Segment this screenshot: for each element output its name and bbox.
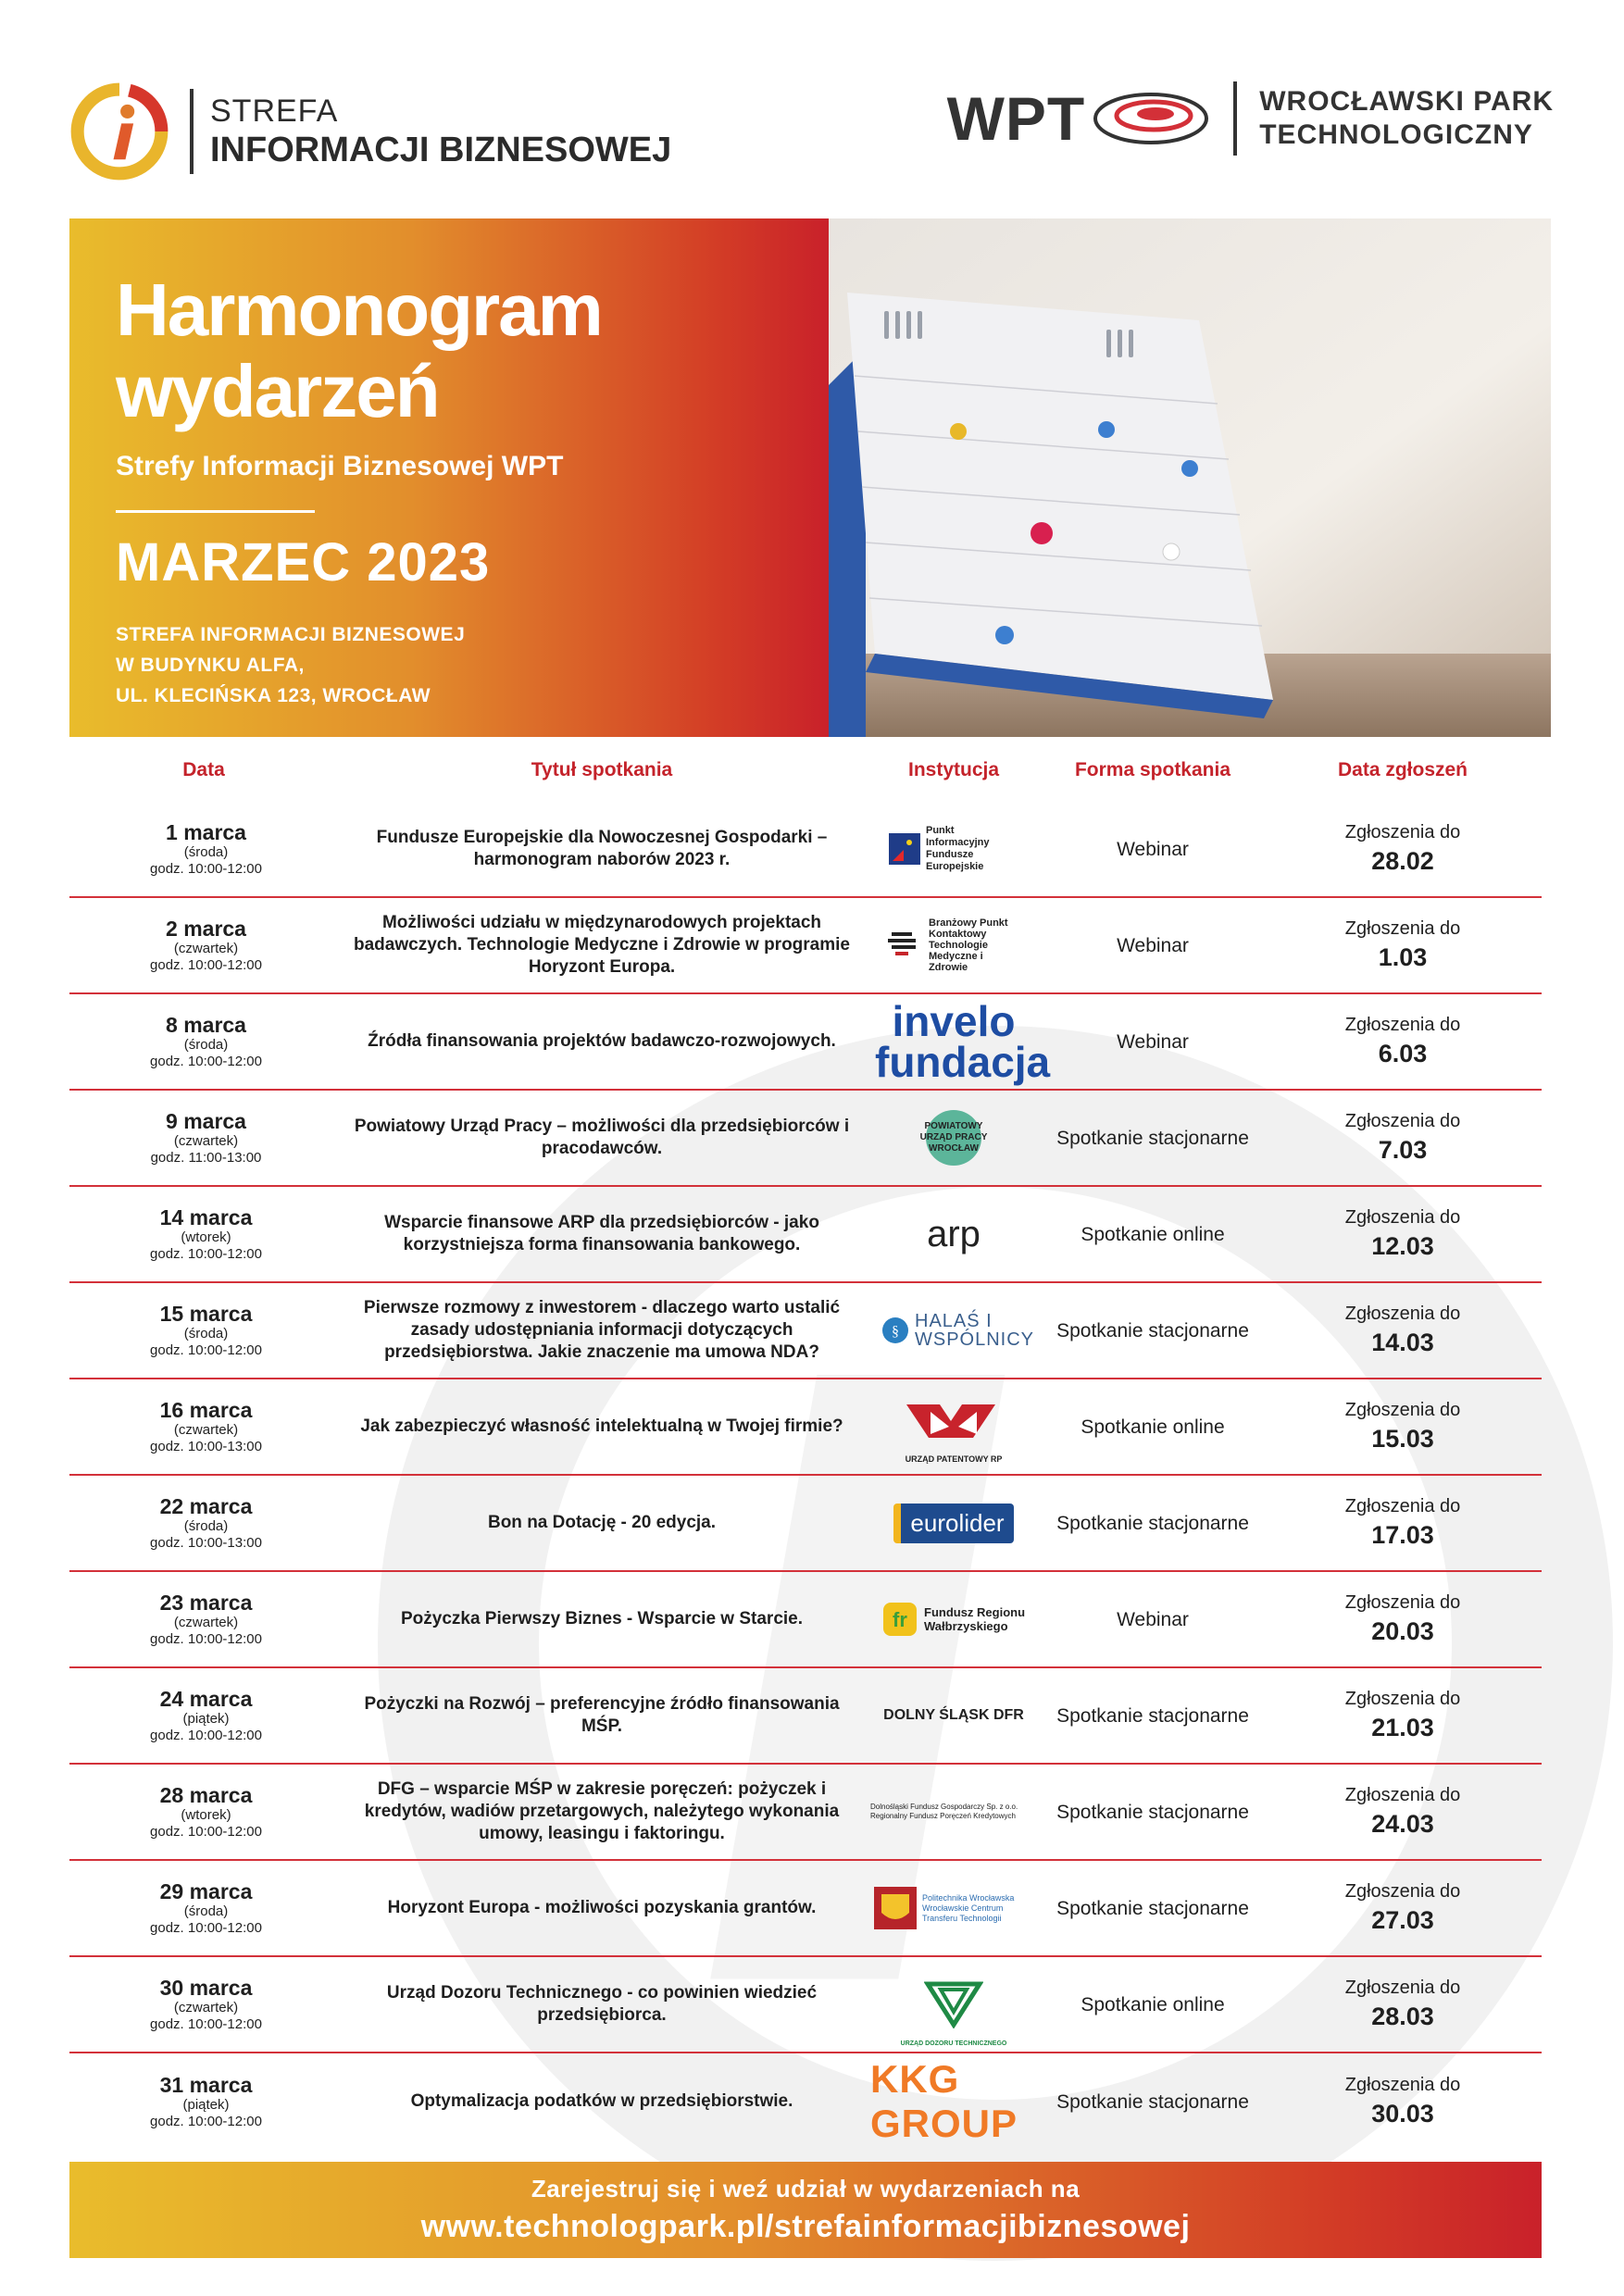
institution-logo bbox=[870, 1197, 1037, 1271]
event-form: Webinar bbox=[1117, 934, 1189, 956]
hero-divider bbox=[116, 510, 315, 513]
institution-logo bbox=[870, 1582, 1037, 1656]
event-date-cell bbox=[69, 820, 338, 878]
deadline-cell bbox=[1264, 2073, 1542, 2130]
table-row bbox=[69, 1765, 1542, 1861]
event-weekday: (piątek) bbox=[182, 1711, 230, 1727]
footer-banner bbox=[69, 2162, 1542, 2258]
institution-cell bbox=[866, 1476, 1042, 1570]
institution-cell bbox=[866, 898, 1042, 992]
event-time: godz. 10:00-12:00 bbox=[150, 1342, 262, 1358]
institution-cell bbox=[866, 1957, 1042, 2052]
event-date-cell bbox=[69, 1494, 338, 1552]
event-time: godz. 10:00-13:00 bbox=[150, 1439, 262, 1454]
institution-name: Politechnika Wrocławska Wrocławskie Centrum Transferu Technologii bbox=[922, 1892, 1015, 1923]
institution-logo bbox=[870, 1678, 1037, 1753]
deadline-date: 30.03 bbox=[1371, 2100, 1434, 2128]
wpt-logo-block bbox=[947, 81, 1554, 156]
header-form: Forma spotkania bbox=[1074, 759, 1231, 780]
event-date-cell bbox=[69, 917, 338, 974]
institution-logo bbox=[870, 1390, 1037, 1464]
event-title: Horyzont Europa - możliwości pozyskania grantów. bbox=[387, 1898, 817, 1917]
sib-title-line1: STREFA bbox=[210, 94, 339, 129]
event-time: godz. 10:00-12:00 bbox=[150, 2016, 262, 2032]
footer-cta: Zarejestruj się i weź udział w wydarzeniach na bbox=[531, 2175, 1081, 2202]
event-date-cell bbox=[69, 1976, 338, 2033]
event-time: godz. 10:00-12:00 bbox=[150, 861, 262, 877]
hero-address bbox=[116, 619, 829, 711]
event-date-cell bbox=[69, 1205, 338, 1263]
deadline-date: 24.03 bbox=[1371, 1810, 1434, 1838]
institution-name: Branżowy Punkt Kontaktowy Technologie Medyczne i Zdrowie bbox=[929, 917, 1008, 973]
event-time: godz. 10:00-12:00 bbox=[150, 1824, 262, 1840]
institution-name: POWIATOWY URZĄD PRACY WROCŁAW bbox=[919, 1121, 988, 1154]
event-date: 16 marca bbox=[159, 1398, 253, 1422]
deadline-cell bbox=[1264, 1976, 1542, 2033]
event-weekday: (środa) bbox=[183, 1037, 229, 1053]
deadline-cell bbox=[1264, 1205, 1542, 1263]
deadline-date: 15.03 bbox=[1371, 1425, 1434, 1453]
event-time: godz. 10:00-12:00 bbox=[150, 1728, 262, 1743]
event-time: godz. 10:00-12:00 bbox=[150, 2114, 262, 2129]
hero-month: MARZEC 2023 bbox=[116, 532, 491, 593]
event-form: Spotkanie stacjonarne bbox=[1056, 1319, 1249, 1341]
institution-cell bbox=[866, 1283, 1042, 1378]
institution-logo bbox=[870, 908, 1037, 982]
deadline-label: Zgłoszenia do bbox=[1344, 918, 1461, 939]
institution-cell bbox=[866, 1187, 1042, 1281]
table-row bbox=[69, 2053, 1542, 2150]
event-weekday: (czwartek) bbox=[173, 1133, 239, 1149]
deadline-label: Zgłoszenia do bbox=[1344, 822, 1461, 842]
address-line: UL. KLECIŃSKA 123, WROCŁAW bbox=[116, 685, 431, 706]
institution-cell bbox=[866, 1091, 1042, 1185]
deadline-cell bbox=[1264, 1013, 1542, 1070]
event-time: godz. 10:00-12:00 bbox=[150, 1920, 262, 1936]
institution-name: URZĄD PATENTOWY RP bbox=[905, 1454, 1003, 1464]
event-date: 2 marca bbox=[166, 917, 246, 941]
deadline-date: 28.03 bbox=[1371, 2003, 1434, 2030]
wpt-brand: WPT bbox=[946, 84, 1086, 153]
sib-title-line2: INFORMACJI BIZNESOWEJ bbox=[210, 131, 672, 169]
deadline-date: 14.03 bbox=[1371, 1329, 1434, 1356]
event-title: Bon na Dotację - 20 edycja. bbox=[487, 1513, 717, 1532]
header-institution: Instytucja bbox=[907, 759, 1000, 780]
deadline-label: Zgłoszenia do bbox=[1344, 1304, 1461, 1324]
table-row bbox=[69, 1379, 1542, 1476]
deadline-date: 1.03 bbox=[1378, 943, 1428, 971]
deadline-label: Zgłoszenia do bbox=[1344, 1111, 1461, 1131]
deadline-label: Zgłoszenia do bbox=[1344, 1400, 1461, 1420]
institution-name: Punkt Informacyjny Fundusze Europejskie bbox=[926, 825, 990, 872]
institution-name: arp bbox=[927, 1213, 981, 1254]
address-line: W BUDYNKU ALFA, bbox=[116, 655, 305, 676]
event-date: 31 marca bbox=[159, 2073, 253, 2097]
deadline-cell bbox=[1264, 1494, 1542, 1552]
event-date-cell bbox=[69, 1398, 338, 1455]
event-date-cell bbox=[69, 1591, 338, 1648]
event-title: Źródła finansowania projektów badawczo-rozwojowych. bbox=[368, 1031, 836, 1051]
deadline-label: Zgłoszenia do bbox=[1344, 1207, 1461, 1228]
calendar-photo bbox=[829, 218, 1551, 737]
event-date: 15 marca bbox=[159, 1302, 253, 1326]
deadline-label: Zgłoszenia do bbox=[1344, 1496, 1461, 1516]
deadline-date: 21.03 bbox=[1371, 1714, 1434, 1741]
event-date: 8 marca bbox=[166, 1013, 246, 1037]
event-title: Fundusze Europejskie dla Nowoczesnej Gospodarki – harmonogram naborów 2023 r. bbox=[376, 828, 828, 869]
table-row bbox=[69, 802, 1542, 898]
event-date: 22 marca bbox=[159, 1494, 253, 1518]
institution-cell bbox=[866, 1861, 1042, 1955]
deadline-date: 6.03 bbox=[1378, 1040, 1428, 1067]
table-row bbox=[69, 1187, 1542, 1283]
deadline-date: 20.03 bbox=[1371, 1617, 1434, 1645]
event-time: godz. 10:00-12:00 bbox=[150, 1246, 262, 1262]
event-date: 30 marca bbox=[159, 1976, 253, 2000]
table-row bbox=[69, 1861, 1542, 1957]
institution-logo bbox=[870, 1293, 1037, 1367]
address-line: STREFA INFORMACJI BIZNESOWEJ bbox=[116, 624, 466, 645]
event-weekday: (czwartek) bbox=[173, 2000, 239, 2015]
event-title: Pożyczka Pierwszy Biznes - Wsparcie w Starcie. bbox=[400, 1609, 804, 1628]
institution-logo bbox=[870, 997, 1051, 1086]
event-weekday: (czwartek) bbox=[173, 1422, 239, 1438]
institution-cell bbox=[866, 1572, 1042, 1666]
table-row bbox=[69, 1283, 1542, 1379]
institution-logo bbox=[870, 1871, 1037, 1945]
deadline-cell bbox=[1264, 820, 1542, 878]
event-date-cell bbox=[69, 1783, 338, 1841]
institution-logo bbox=[870, 2057, 1037, 2145]
deadline-label: Zgłoszenia do bbox=[1344, 1785, 1461, 1805]
event-date: 29 marca bbox=[159, 1879, 253, 1903]
deadline-label: Zgłoszenia do bbox=[1344, 1015, 1461, 1035]
event-title: Powiatowy Urząd Pracy – możliwości dla przedsiębiorców i pracodawców. bbox=[354, 1117, 850, 1158]
sib-logo-block bbox=[69, 81, 671, 181]
institution-name: invelo fundacja bbox=[875, 997, 1051, 1086]
table-row bbox=[69, 1091, 1542, 1187]
event-time: godz. 10:00-13:00 bbox=[150, 1535, 262, 1551]
deadline-cell bbox=[1264, 1302, 1542, 1359]
table-row bbox=[69, 1476, 1542, 1572]
event-form: Webinar bbox=[1117, 1030, 1189, 1053]
event-date-cell bbox=[69, 1109, 338, 1167]
deadline-label: Zgłoszenia do bbox=[1344, 1689, 1461, 1709]
event-date-cell bbox=[69, 1879, 338, 1937]
deadline-cell bbox=[1264, 1109, 1542, 1167]
event-time: godz. 10:00-12:00 bbox=[150, 1631, 262, 1647]
svg-text:§: § bbox=[892, 1324, 899, 1340]
event-weekday: (środa) bbox=[183, 1518, 229, 1534]
institution-cell bbox=[866, 2053, 1042, 2150]
event-date: 9 marca bbox=[166, 1109, 246, 1133]
wpt-name-line1: WROCŁAWSKI PARK bbox=[1259, 86, 1554, 117]
table-row bbox=[69, 898, 1542, 994]
svg-text:fr: fr bbox=[893, 1608, 907, 1631]
institution-name: Dolnośląski Fundusz Gospodarczy Sp. z o.o. Regionalny Fundusz Poręczeń Kredytowych bbox=[870, 1803, 1018, 1820]
table-row bbox=[69, 1668, 1542, 1765]
institution-logo bbox=[870, 1967, 1037, 2047]
event-date: 28 marca bbox=[159, 1783, 253, 1807]
hero-subtitle: Strefy Informacji Biznesowej WPT bbox=[116, 451, 564, 481]
institution-cell bbox=[866, 1668, 1042, 1763]
event-weekday: (wtorek) bbox=[181, 1807, 231, 1823]
institution-logo bbox=[870, 812, 1037, 886]
event-date-cell bbox=[69, 2073, 338, 2130]
event-title: Pożyczki na Rozwój – preferencyjne źródło finansowania MŚP. bbox=[364, 1694, 840, 1736]
footer-url[interactable]: www.technologpark.pl/strefainformacjibiznesowej bbox=[420, 2209, 1191, 2244]
deadline-label: Zgłoszenia do bbox=[1344, 2075, 1461, 2095]
event-form: Spotkanie stacjonarne bbox=[1056, 1801, 1249, 1823]
event-form: Webinar bbox=[1117, 1608, 1189, 1630]
table-header bbox=[69, 759, 1542, 791]
table-row bbox=[69, 994, 1542, 1091]
event-time: godz. 10:00-12:00 bbox=[150, 1054, 262, 1069]
event-form: Spotkanie stacjonarne bbox=[1056, 1704, 1249, 1727]
institution-logo bbox=[870, 1486, 1037, 1560]
event-date: 23 marca bbox=[159, 1591, 253, 1615]
hero-banner bbox=[69, 218, 1551, 737]
deadline-cell bbox=[1264, 1879, 1542, 1937]
wpt-swirl-icon bbox=[1091, 86, 1211, 151]
deadline-date: 28.02 bbox=[1371, 847, 1434, 875]
institution-logo bbox=[870, 1101, 1037, 1175]
event-title: Pierwsze rozmowy z inwestorem - dlaczego warto ustalić zasady udostępniania informacji dotyczących przedsiębiorstwa. Jakie znaczenie ma umowa NDA? bbox=[363, 1298, 841, 1362]
event-form: Spotkanie stacjonarne bbox=[1056, 1512, 1249, 1534]
event-weekday: (środa) bbox=[183, 1903, 229, 1919]
event-title: Urząd Dozoru Technicznego - co powinien wiedzieć przedsiębiorca. bbox=[386, 1983, 818, 2025]
deadline-cell bbox=[1264, 1687, 1542, 1744]
deadline-date: 12.03 bbox=[1371, 1232, 1434, 1260]
event-weekday: (czwartek) bbox=[173, 1615, 239, 1630]
hero-text-panel bbox=[69, 218, 829, 737]
event-form: Spotkanie online bbox=[1081, 1993, 1225, 2015]
event-title: Wsparcie finansowe ARP dla przedsiębiorców - jako korzystniejsza forma finansowania bankowego. bbox=[384, 1213, 819, 1254]
event-weekday: (piątek) bbox=[182, 2097, 230, 2113]
event-date: 1 marca bbox=[166, 820, 246, 844]
institution-cell bbox=[866, 994, 1051, 1089]
event-time: godz. 10:00-12:00 bbox=[150, 957, 262, 973]
institution-name: Fundusz Regionu Wałbrzyskiego bbox=[924, 1605, 1026, 1633]
event-date-cell bbox=[69, 1302, 338, 1359]
deadline-label: Zgłoszenia do bbox=[1344, 1978, 1461, 1998]
deadline-cell bbox=[1264, 917, 1542, 974]
header-title: Tytuł spotkania bbox=[531, 759, 673, 780]
deadline-cell bbox=[1264, 1398, 1542, 1455]
hero-title: Harmonogram wydarzeń bbox=[116, 268, 602, 432]
event-form: Spotkanie stacjonarne bbox=[1056, 1897, 1249, 1919]
institution-name: HALAŚ I WSPÓLNICY bbox=[915, 1311, 1035, 1350]
event-weekday: (czwartek) bbox=[173, 941, 239, 956]
institution-logo bbox=[870, 1775, 1037, 1849]
event-form: Spotkanie stacjonarne bbox=[1056, 2090, 1249, 2113]
header-divider bbox=[190, 89, 194, 174]
institution-name: eurolider bbox=[893, 1504, 1013, 1543]
deadline-label: Zgłoszenia do bbox=[1344, 1592, 1461, 1613]
event-time: godz. 11:00-13:00 bbox=[150, 1150, 262, 1166]
table-row bbox=[69, 1572, 1542, 1668]
event-title: DFG – wsparcie MŚP w zakresie poręczeń: pożyczek i kredytów, wadiów przetargowych, należytego wykonania umowy, leasingu i faktoringu. bbox=[364, 1779, 840, 1843]
event-title: Jak zabezpieczyć własność intelektualną w Twojej firmie? bbox=[360, 1416, 843, 1436]
event-date-cell bbox=[69, 1687, 338, 1744]
event-weekday: (wtorek) bbox=[181, 1229, 231, 1245]
institution-cell bbox=[866, 802, 1042, 896]
event-form: Spotkanie online bbox=[1081, 1416, 1225, 1438]
event-title: Możliwości udziału w międzynarodowych projektach badawczych. Technologie Medyczne i Zdrowie w programie Horyzont Europa. bbox=[354, 913, 850, 977]
event-weekday: (środa) bbox=[183, 844, 229, 860]
deadline-label: Zgłoszenia do bbox=[1344, 1881, 1461, 1902]
event-form: Spotkanie online bbox=[1081, 1223, 1225, 1245]
events-table bbox=[69, 802, 1542, 2150]
event-date: 24 marca bbox=[159, 1687, 253, 1711]
event-weekday: (środa) bbox=[183, 1326, 229, 1341]
info-logo-icon bbox=[69, 81, 169, 181]
header-date: Data bbox=[182, 759, 225, 780]
event-date: 14 marca bbox=[159, 1205, 253, 1229]
deadline-cell bbox=[1264, 1783, 1542, 1841]
event-title: Optymalizacja podatków w przedsiębiorstwie. bbox=[410, 2091, 793, 2111]
deadline-date: 27.03 bbox=[1371, 1906, 1434, 1934]
deadline-cell bbox=[1264, 1591, 1542, 1648]
table-row bbox=[69, 1957, 1542, 2053]
institution-cell bbox=[866, 1765, 1042, 1859]
header-deadline: Data zgłoszeń bbox=[1337, 759, 1468, 780]
institution-name: KKG GROUP bbox=[870, 2057, 1018, 2145]
wpt-name-line2: TECHNOLOGICZNY bbox=[1259, 119, 1533, 150]
event-date-cell bbox=[69, 1013, 338, 1070]
institution-name: DOLNY ŚLĄSK DFR bbox=[883, 1707, 1024, 1723]
event-form: Spotkanie stacjonarne bbox=[1056, 1127, 1249, 1149]
institution-cell bbox=[866, 1379, 1042, 1474]
deadline-date: 7.03 bbox=[1378, 1136, 1428, 1164]
deadline-date: 17.03 bbox=[1371, 1521, 1434, 1549]
event-form: Webinar bbox=[1117, 838, 1189, 860]
wpt-divider bbox=[1233, 81, 1237, 156]
institution-name: URZĄD DOZORU TECHNICZNEGO bbox=[900, 2040, 1007, 2047]
